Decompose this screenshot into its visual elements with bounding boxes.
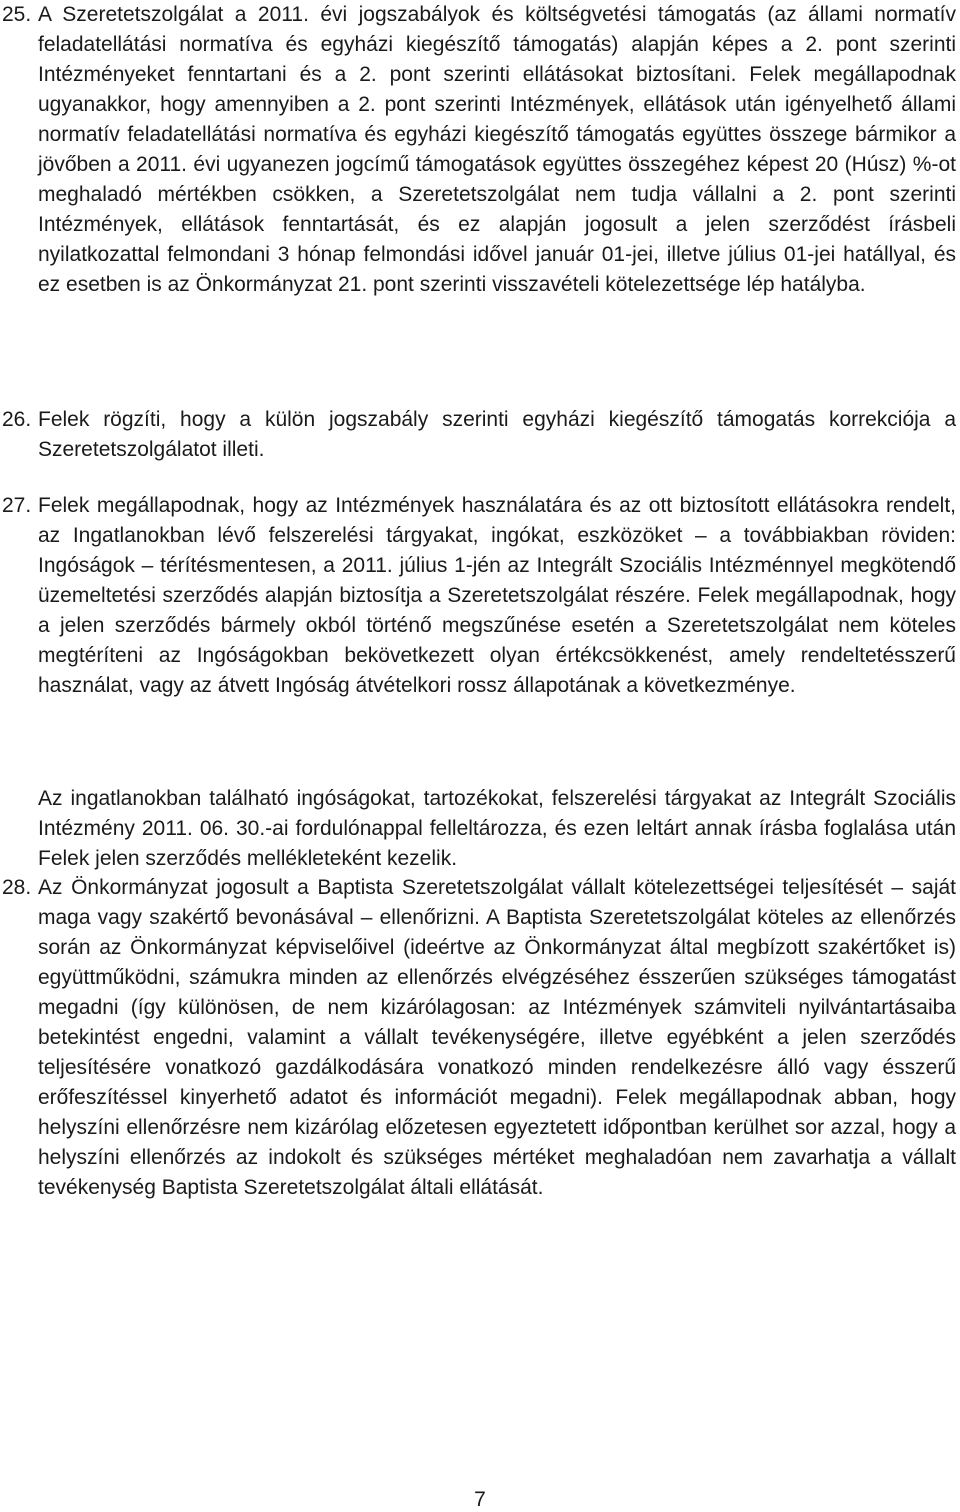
section-27-continuation: Az ingatlanokban található ingóságokat, tartozékokat, felszerelési tárgyakat az Integrált Szociális Intézmény 2011. 06. 30.-ai fordulónappal felleltározza, és ezen leltárt annak írásba foglalása után Felek jelen szerződés mellékleteként kezelik. [38, 787, 956, 870]
section-number: 27. [2, 494, 32, 517]
page-number: 7 [474, 1488, 486, 1511]
section-number: 28. [2, 876, 32, 899]
section-text: Felek megállapodnak, hogy az Intézmények használatára és az ott biztosított ellátásokra rendelt, az Ingatlanokban lévő felszerelési tárgyakat, ingókat, eszközöket – a továbbiakban röviden: Ingóságok – térítésmentesen, a 2011. július 1-jén az Integrált Szociális Intézménnyel megkötendő üzemeltetési szerződés alapján biztosítja a Szeretetszolgálat részére. Felek megállapodnak, hogy a jelen szerződés bármely okból történő megszűnése esetén a Szeretetszolgálat nem köteles megtéríteni az Ingóságokban bekövetkezett olyan értékcsökkenést, amely rendeltetésszerű használat, vagy az átvett Ingóság átvételkori rossz állapotának a következménye. [38, 494, 956, 697]
section-text: Felek rögzíti, hogy a külön jogszabály szerinti egyházi kiegészítő támogatás korrekciója a Szeretetszolgálatot illeti. [38, 408, 956, 461]
section-text: A Szeretetszolgálat a 2011. évi jogszabályok és költségvetési támogatás (az állami normatív feladatellátási normatíva és egyházi kiegészítő támogatás) alapján képes a 2. pont szerinti Intézményeket fenntartani és a 2. pont szerinti ellátásokat biztosítani. Felek megállapodnak ugyanakkor, hogy amennyiben a 2. pont szerinti Intézmények, ellátások után igényelhető állami normatív feladatellátási normatíva és egyházi kiegészítő támogatás együttes összege bármikor a jövőben a 2011. évi ugyanezen jogcímű támogatások együttes összegéhez képest 20 (Húsz) %-ot meghaladó mértékben csökken, a Szeretetszolgálat nem tudja vállalni a 2. pont szerinti Intézmények, ellátások fenntartását, és ez alapján jogosult a jelen szerződést írásbeli nyilatkozattal felmondani 3 hónap felmondási idővel január 01-jei, illetve július 01-jei hatállyal, és ez esetben is az Önkormányzat 21. pont szerinti visszavételi kötelezettsége lép hatályba. [38, 3, 956, 296]
section-number: 25. [2, 3, 32, 26]
section-text: Az Önkormányzat jogosult a Baptista Szeretetszolgálat vállalt kötelezettségei teljesítését – saját maga vagy szakértő bevonásával – ellenőrizni. A Baptista Szeretetszolgálat köteles az ellenőrzés során az Önkormányzat képviselőivel (ideértve az Önkormányzat által megbízott szakértőket is) együttműködni, számukra minden az ellenőrzés elvégzéséhez ésszerűen szükséges támogatást megadni (így különösen, de nem kizárólagosan: az Intézmények számviteli nyilvántartásaiba betekintést engedni, valamint a vállalt tevékenységére, illetve egyébként a jelen szerződés teljesítésére vonatkozó gazdálkodására vonatkozó minden rendelkezésre álló vagy ésszerű erőfeszítéssel kinyerhető adatot és információt megadni). Felek megállapodnak abban, hogy helyszíni ellenőrzésre nem kizárólag előzetesen egyeztetett időpontban kerülhet sor azzal, hogy a helyszíni ellenőrzés az indokolt és szükséges mértéket meghaladóan nem zavarhatja a vállalt tevékenység Baptista Szeretetszolgálat általi ellátását. [38, 876, 956, 1199]
section-number: 26. [2, 408, 32, 431]
